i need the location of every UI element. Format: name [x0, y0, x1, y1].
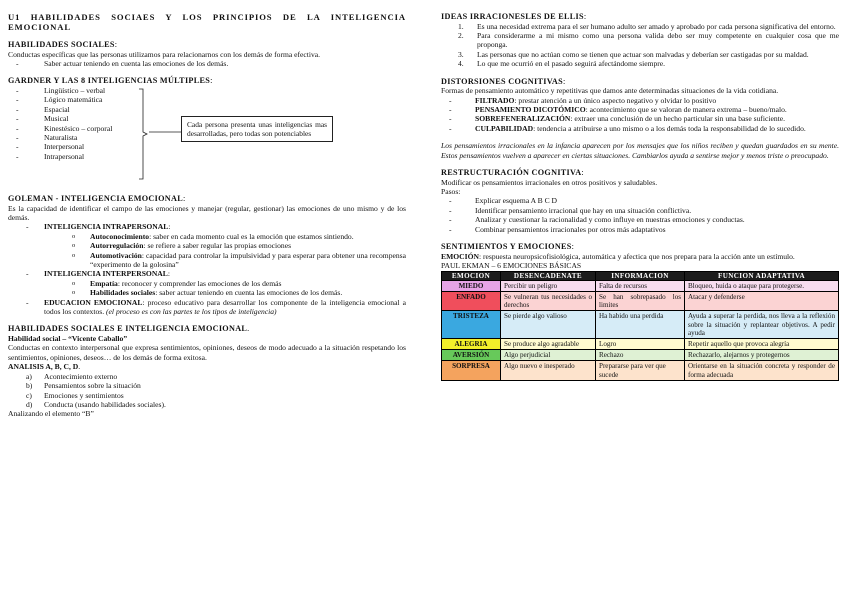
info-cell: Se han sobrepasado los limites	[596, 291, 685, 310]
intelligence-item: - Lingüístico – verbal	[8, 86, 112, 95]
distorsion-term: CULPABILIDAD	[475, 123, 534, 133]
gardner-colon: :	[210, 76, 213, 86]
inter-sub-item	[8, 288, 406, 297]
restructuracion-heading-text: RESTRUCTURACIÓN COGNITIVA	[441, 168, 582, 178]
hsie-heading	[8, 324, 406, 334]
trigger-cell: Algo nuevo e inesperado	[501, 361, 596, 380]
intelligence-item: - Kinestésico – corporal	[8, 124, 112, 133]
function-cell: Atacar y defenderse	[685, 291, 839, 310]
sentimientos-heading-text: SENTIMIENTOS Y EMOCIONES	[441, 242, 572, 252]
analisis-item	[8, 381, 406, 390]
section-sentimientos	[441, 242, 839, 381]
sentimientos-heading	[441, 242, 839, 252]
table-header-row	[442, 271, 839, 280]
function-cell: Repetir aquello que provoca alegría	[685, 338, 839, 349]
ideas-colon: :	[583, 12, 587, 21]
intelligence-item: - Musical	[8, 114, 112, 123]
idea-text: Para considerarme a mi mismo como una persona valida debo ser muy competente en cualquier cosa que me proponga.	[477, 31, 839, 50]
inter-desc: : saber actuar teniendo en cuenta las emociones de los demás.	[155, 288, 343, 298]
header-informacion: INFORMACION	[596, 271, 685, 280]
goleman-heading-text: GOLEMAN - INTELIGENCIA EMOCIONAL	[8, 194, 183, 203]
idea-number: 3.	[458, 49, 464, 59]
connector-line	[149, 131, 181, 135]
idea-number: 4.	[458, 59, 464, 69]
idea-item	[441, 59, 839, 68]
distorsion-desc: : tendencia a atribuirse a uno mismo o a los demás toda la responsabilidad de lo sucedido.	[533, 123, 806, 133]
goleman-heading	[8, 194, 406, 204]
inter-desc: : reconocer y comprender las emociones de los demás	[117, 278, 282, 288]
distorsion-term: SOBREFENERALIZACIÓN	[475, 114, 571, 124]
goleman-colon: :	[182, 194, 186, 203]
hsie-subheading: Habilidad social – “Vicente Caballo”	[8, 334, 128, 344]
info-cell: Prepararse para ver que sucede	[596, 361, 685, 380]
section-distorsiones	[441, 77, 839, 134]
analizando-text: Analizando el elemento “B”	[8, 409, 94, 419]
info-cell: Ha habido una perdida	[596, 311, 685, 339]
distorsion-desc: : acontecimiento que se valoran de manera extrema – bueno/malo.	[585, 105, 787, 115]
emotion-cell: AVERSIÓN	[442, 350, 501, 361]
habilidades-heading-text: HABILIDADES SOCIALES	[8, 40, 115, 49]
analisis-letter: a)	[26, 371, 32, 381]
analisis-list	[8, 372, 406, 410]
distorsion-desc: : extraer una conclusión de un hecho particular sin una base suficiente.	[570, 114, 786, 124]
info-cell: Logro	[596, 338, 685, 349]
habilidades-heading	[8, 40, 406, 50]
educacion-label: EDUCACION EMOCIONAL	[44, 297, 143, 307]
educacion-item	[8, 298, 406, 317]
inter-term: Habilidades sociales	[90, 288, 156, 298]
intra-term: Automotivación	[90, 250, 142, 260]
header-desencadenante: DESENCADENATE	[501, 271, 596, 280]
habilidades-item: - Saber actuar teniendo en cuenta las emociones de los demás.	[8, 59, 406, 68]
goleman-text: Es la capacidad de identificar el campo de las emociones y manejar (regular, gestionar) las emociones de uno mismo y de los demás.	[8, 203, 406, 222]
distorsiones-list	[441, 96, 839, 134]
analisis-letter: c)	[26, 390, 32, 400]
habilidades-text: Conductas específicas que las personas utilizamos para relacionarnos con los demás de forma efectiva.	[8, 49, 321, 59]
pasos-list	[441, 196, 839, 234]
section-habilidades	[8, 40, 406, 68]
goleman-list	[8, 222, 406, 316]
restructuracion-heading	[441, 168, 839, 178]
idea-item	[441, 31, 839, 50]
italic-paragraph: Los pensamientos irracionales en la infancia aparecen por los mensajes que los niños reciben y quedan guardados en su mente. Estos pensamientos vuelven a aparecer en ciertas situaciones. Cambiarlos ayuda a sentirse mejor y menos triste o preocupado.	[441, 141, 839, 160]
distorsion-item	[441, 96, 839, 105]
analisis-text: Pensamientos sobre la situación	[44, 381, 141, 391]
analisis-item	[8, 400, 406, 409]
trigger-cell: Se pierde algo valioso	[501, 311, 596, 339]
hsie-dot: .	[247, 324, 250, 334]
section-goleman	[8, 194, 406, 316]
habilidades-colon: :	[114, 40, 118, 49]
interpersonal-label: INTELIGENCIA INTERPERSONAL	[44, 269, 168, 279]
trigger-cell: Se vulneran tus necesidades o derechos	[501, 291, 596, 310]
function-cell: Ayuda a superar la perdida, nos lleva a la reflexión sobre la situación y replantear objetivos. A pedir ayuda	[685, 311, 839, 339]
table-row	[442, 291, 839, 310]
left-column	[8, 12, 406, 427]
distorsion-item	[441, 124, 839, 133]
analisis-text: Emociones y sentimientos	[44, 390, 124, 400]
idea-item	[441, 22, 839, 31]
trigger-cell: Algo perjudicial	[501, 350, 596, 361]
emocion-label: EMOCIÓN	[441, 251, 479, 261]
table-row	[442, 350, 839, 361]
intra-desc: : saber en cada momento cual es la emoción que estamos sintiendo.	[149, 231, 354, 241]
distorsiones-heading	[441, 77, 839, 87]
educacion-note: (el proceso es con las partes te los tipos de inteligencia)	[106, 307, 277, 317]
distorsiones-heading-text: DISTORSIONES COGNITIVAS	[441, 76, 563, 86]
pasos-label: Pasos:	[441, 187, 461, 197]
idea-text: Las personas que no actúan como se tienen que actuar son malvadas y deberían ser castigadas por su maldad.	[477, 49, 809, 59]
restructuracion-text: Modificar os pensamientos irracionales en otros positivos y saludables.	[441, 177, 658, 187]
analisis-letter: b)	[26, 381, 33, 391]
hsie-text: Conductas en contexto interpersonal que expresa sentimientos, opiniones, deseos de modo adecuado a la situación respetando los sentimientos, opiniones, deseos… de los demás de forma exitosa.	[8, 343, 406, 362]
intelligences-list	[8, 86, 112, 161]
ideas-heading	[441, 12, 839, 22]
gardner-note-box: Cada persona presenta unas inteligencias mas desarrolladas, pero todas son potenciables	[181, 116, 333, 142]
distorsion-item	[441, 114, 839, 123]
analisis-heading	[8, 362, 406, 371]
info-cell: Rechazo	[596, 350, 685, 361]
right-column	[441, 12, 839, 381]
ideas-list	[441, 22, 839, 69]
function-cell: Orientarse en la situación concreta y responder de forma adecuada	[685, 361, 839, 380]
intra-desc: : capacidad para controlar la impulsividad y para esperar para obtener una recompensa “experimento de la golosina”	[90, 250, 406, 270]
intra-term: Autoconocimiento	[90, 231, 150, 241]
idea-number: 1.	[458, 21, 464, 31]
intra-desc: : se refiere a saber regular las propias emociones	[143, 241, 292, 251]
emotion-cell: SORPRESA	[442, 361, 501, 380]
intrapersonal-label: INTELIGENCIA INTRAPERSONAL	[44, 222, 169, 232]
emocion-text: : respuesta neuropsicofisiológica, automática y afectica que nos prepara para la acción ante un estímulo.	[478, 251, 795, 261]
intelligence-item: - Intrapersonal	[8, 152, 112, 161]
habilidades-list	[8, 59, 406, 68]
section-restructuracion	[441, 168, 839, 234]
function-cell: Bloqueo, huida o ataque para protegerse.	[685, 280, 839, 291]
trigger-cell: Percibir un peligro	[501, 280, 596, 291]
brace-icon	[138, 88, 148, 180]
idea-number: 2.	[458, 31, 464, 40]
educacion-text: : proceso educativo para desarrollar los componente de la inteligencia emocional a todos los contextos.	[44, 297, 406, 317]
analisis-item	[8, 372, 406, 381]
emotions-table-body	[442, 280, 839, 380]
header-funcion: FUNCION ADAPTATIVA	[685, 271, 839, 280]
section-ideas	[441, 12, 839, 69]
analisis-text: Conducta (usando habilidades sociales).	[44, 399, 166, 409]
sentimientos-colon: :	[571, 242, 575, 252]
intra-term: Autorregulación	[90, 241, 144, 251]
gardner-block	[8, 86, 406, 186]
paso-item: - Explicar esquema A B C D	[441, 196, 839, 205]
idea-text: Es una necesidad extrema para el ser humano adulto ser amado y aprobado por cada persona significativa del entorno.	[477, 21, 836, 31]
info-cell: Falta de recursos	[596, 280, 685, 291]
emotion-cell: MIEDO	[442, 280, 501, 291]
idea-item	[441, 50, 839, 59]
emocion-definition	[441, 252, 839, 261]
intra-sub-item	[8, 232, 406, 241]
intelligence-item: - Interpersonal	[8, 142, 112, 151]
table-row	[442, 338, 839, 349]
intrapersonal-colon: :	[168, 222, 171, 232]
section-hsie	[8, 324, 406, 418]
emotion-cell: ENFADO	[442, 291, 501, 310]
section-gardner	[8, 76, 406, 186]
distorsion-term: PENSAMIENTO DICOTÓMICO	[475, 105, 586, 115]
distorsiones-text: Formas de pensamiento automático y repetitivas que damos ante determinadas situaciones de la vida cotidiana.	[441, 86, 779, 96]
gardner-heading	[8, 76, 406, 86]
idea-text: Lo que me ocurrió en el pasado seguirá afectándome siempre.	[477, 59, 666, 69]
distorsion-desc: : prestar atención a un único aspecto negativo y olvidar lo positivo	[514, 95, 717, 105]
ekman-title: PAUL EKMAN – 6 EMOCIONES BÁSICAS	[441, 261, 582, 271]
distorsion-term: FILTRADO	[475, 95, 515, 105]
emotion-cell: TRISTEZA	[442, 311, 501, 339]
emotions-table	[441, 271, 839, 381]
table-row	[442, 280, 839, 291]
emotion-cell: ALEGRIA	[442, 338, 501, 349]
interpersonal-colon: :	[167, 269, 170, 279]
paso-item: - Identificar pensamiento irracional que hay en una situación conflictiva.	[441, 206, 839, 215]
inter-sub-item	[8, 279, 406, 288]
analisis-label: ANALISIS A, B, C, D	[8, 362, 79, 372]
intra-sub-item	[8, 251, 406, 270]
hsie-heading-text: HABILIDADES SOCIALES E INTELIGENCIA EMOCIONAL	[8, 324, 248, 334]
function-cell: Rechazarlo, alejarnos y protegernos	[685, 350, 839, 361]
distorsiones-colon: :	[562, 76, 566, 86]
intelligence-item: - Lógico matemática	[8, 95, 112, 104]
ideas-heading-text: IDEAS IRRACIONESLES DE ELLIS	[441, 12, 584, 21]
interpersonal-item	[8, 269, 406, 278]
analisis-item	[8, 391, 406, 400]
intelligence-item: - Naturalista	[8, 133, 112, 142]
trigger-cell: Se produce algo agradable	[501, 338, 596, 349]
analisis-letter: d)	[26, 399, 33, 409]
restructuracion-colon: :	[581, 168, 584, 178]
paso-item: - Analizar y cuestionar la racionalidad y como influye en nuestras emociones y conductas.	[441, 215, 839, 224]
inter-term: Empatía	[90, 278, 118, 288]
header-emocion: EMOCION	[442, 271, 501, 280]
analisis-text: Acontecimiento externo	[44, 371, 118, 381]
page-title: U1 HABILIDADES SOCIAES Y LOS PRINCIPIOS DE LA INTELIGENCIA EMOCIONAL	[8, 12, 406, 32]
intrapersonal-item	[8, 222, 406, 231]
intra-sub-item	[8, 241, 406, 250]
intelligence-item: - Espacial	[8, 105, 112, 114]
paso-item: - Combinar pensamientos irracionales por otros más adaptativos	[441, 225, 839, 234]
analisis-dot: .	[78, 362, 81, 372]
table-row	[442, 361, 839, 380]
gardner-heading-text: GARDNER Y LAS 8 INTELIGENCIAS MÚLTIPLES	[8, 76, 211, 86]
table-row	[442, 311, 839, 339]
